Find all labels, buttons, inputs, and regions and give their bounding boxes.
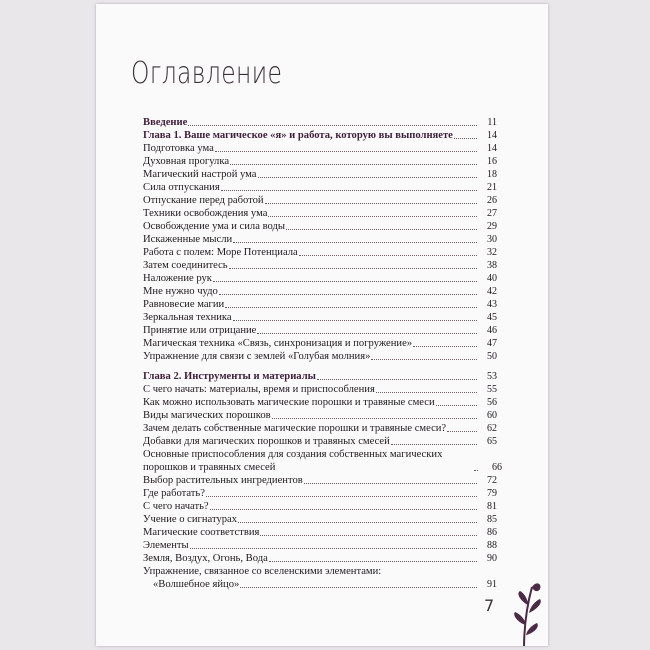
toc-entry-title: Где работать? (143, 488, 205, 499)
toc-entry-page: 53 (487, 371, 497, 382)
toc-entry-page: 40 (487, 273, 497, 284)
toc-entry-title: Учение о сигнатурах (143, 514, 238, 525)
page-title: Оглавление (131, 56, 283, 91)
dot-leader (260, 535, 477, 536)
dot-leader (317, 379, 477, 380)
toc-entry (143, 181, 497, 194)
dot-leader (371, 359, 477, 360)
dot-leader (436, 405, 477, 406)
toc-entry-page: 62 (487, 423, 497, 434)
toc-entry-title: Выбор растительных ингредиентов (143, 475, 303, 486)
dot-leader (188, 125, 477, 126)
toc-entry (143, 311, 497, 324)
toc-entry-page: 11 (487, 117, 497, 128)
dot-leader (229, 268, 477, 269)
toc-entry-title: Как можно использовать магические порошки и травяные смеси (143, 397, 435, 408)
toc-entry-page: 43 (487, 299, 497, 310)
toc-entry (143, 383, 497, 396)
toc-entry (143, 370, 497, 383)
dot-leader (225, 307, 477, 308)
toc-entry-page: 50 (487, 351, 497, 362)
toc-entry (143, 396, 497, 409)
toc-entry-title: Виды магических порошков (143, 410, 271, 421)
toc-entry-page: 72 (487, 475, 497, 486)
toc-entry-title: Основные приспособления для создания собственных магических порошков и травяных смесей (143, 448, 474, 474)
dot-leader (210, 509, 477, 510)
toc-entry-title: Введение (143, 117, 188, 128)
dot-leader (413, 346, 477, 347)
toc-entry (143, 409, 497, 422)
toc-entry-title-line1: Упражнение, связанное со вселенскими элементами: (143, 566, 382, 577)
dot-leader (233, 242, 477, 243)
toc-entry-title: Наложение рук (143, 273, 212, 284)
dot-leader (219, 294, 477, 295)
toc-entry-page: 14 (487, 130, 497, 141)
dot-leader (258, 177, 477, 178)
toc-entry-page: 88 (487, 540, 497, 551)
toc-entry (143, 272, 497, 285)
toc-entry (143, 233, 497, 246)
dot-leader (230, 164, 477, 165)
bleed-through-text (286, 10, 396, 20)
dot-leader (391, 444, 477, 445)
dot-leader (268, 216, 477, 217)
toc-entry (143, 422, 497, 435)
dot-leader (299, 255, 477, 256)
toc-entry-title: Сила отпускания (143, 182, 220, 193)
dot-leader (454, 138, 477, 139)
toc-entry-page: 27 (487, 208, 497, 219)
toc-entry-title: Затем соединитесь (143, 260, 228, 271)
toc-entry (143, 565, 497, 591)
toc-entry-page: 90 (487, 553, 497, 564)
toc-entry (143, 350, 497, 363)
toc-entry (143, 285, 497, 298)
toc-entry-title: С чего начать: материалы, время и приспособления (143, 384, 375, 395)
toc-entry-page: 30 (487, 234, 497, 245)
toc-entry-page: 56 (487, 397, 497, 408)
toc-entry-page: 47 (487, 338, 497, 349)
toc-entry-title: Духовная прогулка (143, 156, 230, 167)
toc-entry-title: Подготовка ума (143, 143, 214, 154)
dot-leader (257, 333, 477, 334)
toc-entry-page: 16 (487, 156, 497, 167)
toc-entry-title: Мне нужно чудо (143, 286, 218, 297)
toc-entry-page: 21 (487, 182, 497, 193)
toc-entry (143, 526, 497, 539)
toc-entry (143, 513, 497, 526)
toc-entry-title: Земля, Воздух, Огонь, Вода (143, 553, 268, 564)
dot-leader (269, 561, 477, 562)
toc-entry (143, 337, 497, 350)
dot-leader (265, 203, 477, 204)
toc-entry (143, 207, 497, 220)
toc-entry-page: 86 (487, 527, 497, 538)
sprig-icon (506, 579, 546, 646)
toc-entry-title: Магические соответствия (143, 527, 260, 538)
toc-entry-page: 60 (487, 410, 497, 421)
toc-entry-page: 18 (487, 169, 497, 180)
toc-entry-title: Равновесие магии (143, 299, 225, 310)
dot-leader (286, 229, 477, 230)
dot-leader (272, 418, 477, 419)
toc-entry-title: Магический настрой ума (143, 169, 257, 180)
toc-entry-title: Принятие или отрицание (143, 325, 257, 336)
toc-entry (143, 168, 497, 181)
toc-entry (143, 324, 497, 337)
toc-entry (143, 155, 497, 168)
dot-leader (206, 496, 477, 497)
toc-entry (143, 552, 497, 565)
toc-entry-title: Магическая техника «Связь, синхронизация и погружение» (143, 338, 413, 349)
toc-entry-title: Добавки для магических порошков и травяных смесей (143, 436, 390, 447)
toc-entry-title: «Волшебное яйцо» (143, 578, 240, 591)
toc-entry (143, 194, 497, 207)
dot-leader (376, 392, 477, 393)
dot-leader (474, 470, 478, 471)
toc-entry-page: 65 (487, 436, 497, 447)
toc-entry (143, 129, 497, 142)
toc-entry-title: Зачем делать собственные магические порошки и травяные смеси? (143, 423, 447, 434)
toc-entry-page: 38 (487, 260, 497, 271)
dot-leader (213, 281, 477, 282)
toc-entry (143, 487, 497, 500)
toc-entry-page: 91 (487, 579, 497, 590)
toc-entry (143, 259, 497, 272)
toc-entry (143, 435, 497, 448)
toc-entry-title: Освобождение ума и сила воды (143, 221, 285, 232)
dot-leader (190, 548, 477, 549)
toc-entry-title: Техники освобождения ума (143, 208, 268, 219)
toc-entry-page: 55 (487, 384, 497, 395)
toc-entry-title: Зеркальная техника (143, 312, 232, 323)
toc-entry-page: 85 (487, 514, 497, 525)
toc-entry (143, 142, 497, 155)
dot-leader (238, 522, 477, 523)
toc-entry-title: Упражнение для связи с землей «Голубая молния» (143, 351, 371, 362)
toc-entry (143, 246, 497, 259)
toc-entry-page: 32 (487, 247, 497, 258)
toc-entry (143, 474, 497, 487)
dot-leader (240, 587, 477, 588)
toc-entry (143, 298, 497, 311)
toc-entry-page: 45 (487, 312, 497, 323)
toc-entry (143, 220, 497, 233)
toc-entry-title: Элементы (143, 540, 189, 551)
toc-entry-title: Глава 1. Ваше магическое «я» и работа, которую вы выполняете (143, 130, 453, 141)
dot-leader (304, 483, 477, 484)
dot-leader (233, 320, 477, 321)
toc-entry-page: 29 (487, 221, 497, 232)
dot-leader (447, 431, 477, 432)
toc-entry-title: Отпускание перед работой (143, 195, 264, 206)
toc-entry (143, 116, 497, 129)
toc-entry-title: Работа с полем: Море Потенциала (143, 247, 298, 258)
toc-entry-page: 81 (487, 501, 497, 512)
page-number: 7 (484, 596, 495, 615)
toc-entry-page: 26 (487, 195, 497, 206)
toc-entry-title: Искаженные мысли (143, 234, 233, 245)
toc-entry-page: 14 (487, 143, 497, 154)
toc-entry-title: Глава 2. Инструменты и материалы (143, 371, 316, 382)
dot-leader (215, 151, 477, 152)
toc-entry (143, 448, 502, 474)
toc-entry-title: С чего начать? (143, 501, 209, 512)
toc-entry-page: 42 (487, 286, 497, 297)
book-page (96, 4, 548, 646)
toc-entry (143, 539, 497, 552)
toc-entry-page: 79 (487, 488, 497, 499)
toc-entry-page: 46 (487, 325, 497, 336)
table-of-contents (143, 116, 502, 591)
toc-entry-page: 66 (492, 462, 502, 473)
toc-entry (143, 500, 497, 513)
dot-leader (221, 190, 477, 191)
